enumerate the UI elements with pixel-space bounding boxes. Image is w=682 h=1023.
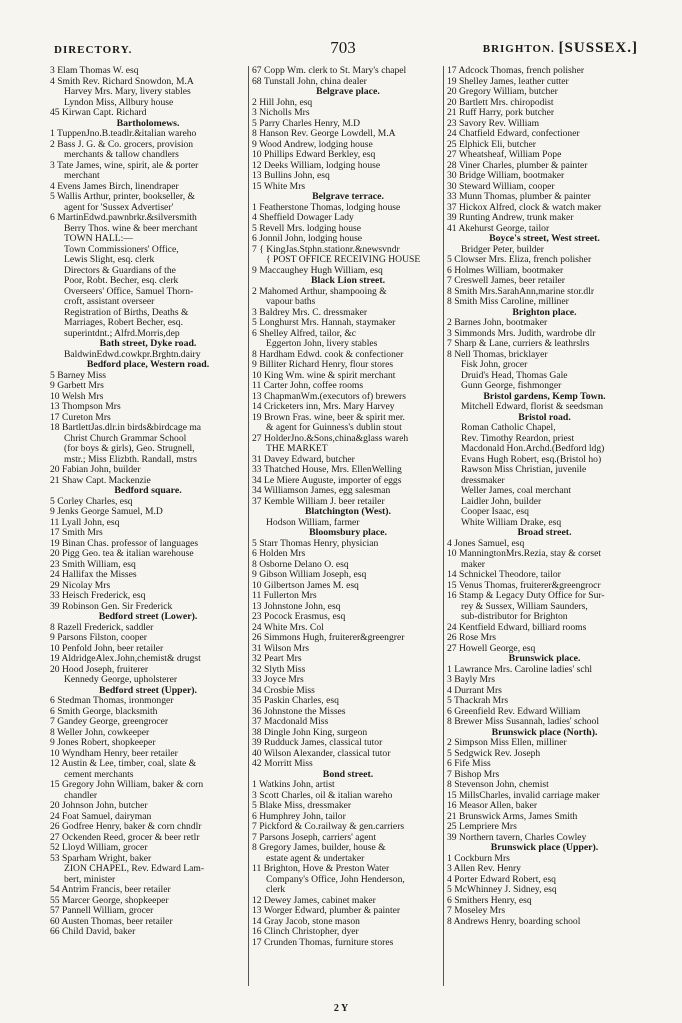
directory-entry: 11 Brighton, Hove & Preston Water [252,864,390,874]
directory-entry: 12 Austin & Lee, timber, coal, slate & [50,759,197,769]
entry-continuation: superintdnt.; Alfrd.Morris,dep [64,328,180,339]
entry-continuation: vapour baths [266,297,316,307]
directory-entry: 21 Ruff Harry, pork butcher [447,108,555,118]
directory-entry: 5 Thackrah Mrs [447,696,509,706]
column-2 [248,66,444,986]
entry-continuation: clerk [266,885,286,895]
directory-entry: 28 Viner Charles, plumber & painter [447,160,588,171]
directory-entry: 39 Northern tavern, Charles Cowley [447,832,587,843]
column-1 [50,66,246,986]
directory-entry: 68 Tunstall John, china dealer [252,76,367,87]
entry-continuation: Rev. Timothy Reardon, priest [461,433,575,444]
directory-entry: 4 Smith Rev. Richard Snowdon, M.A [50,76,194,87]
directory-entry: 9 Jenks George Samuel, M.D [50,507,163,517]
directory-entry: 5 Clowser Mrs. Eliza, french polisher [447,255,592,265]
directory-entry: 8 Razell Frederick, saddler [50,622,154,633]
directory-entry: 3 Baldrey Mrs. C. dressmaker [252,307,368,318]
directory-entry: 11 Lyall John, esq [50,517,120,528]
directory-entry: 2 Hill John, esq [252,97,313,108]
directory-entry: 1 Cockburn Mrs [447,853,510,864]
entry-continuation: Marriages, Robert Becher, esq. [64,318,183,328]
entry-continuation: bert, minister [64,874,116,885]
directory-entry: 9 Jones Robert, shopkeeper [50,738,156,748]
directory-entry: 1 Lawrance Mrs. Caroline ladies' schl [447,664,593,675]
street-heading: Bath street, Dyke road. [99,339,197,349]
directory-entry: 9 Billiter Richard Henry, flour stores [252,360,394,370]
directory-entry: 13 Johnstone John, esq [252,601,341,612]
directory-entry: 26 Rose Mrs [447,633,497,643]
directory-entry: 14 Schnickel Theodore, tailor [447,570,561,580]
directory-entry: 8 Hardham Edwd. cook & confectioner [252,349,404,360]
entry-continuation: TOWN HALL:— [64,234,133,244]
directory-entry: 21 Brunswick Arms, James Smith [447,811,578,822]
directory-entry: 19 AldridgeAlex.John,chemist& drugst [50,654,201,664]
street-heading: Bloomsbury place. [309,528,387,538]
directory-entry: 15 Venus Thomas, fruiterer&greengrocr [447,580,601,591]
directory-entry: 55 Marcer George, shopkeeper [50,895,169,906]
directory-entry: 29 Nicolay Mrs [50,580,111,591]
street-heading: Bristol gardens, Kemp Town. [483,391,606,402]
entry-continuation: croft, assistant overseer [64,297,155,307]
directory-entry: 10 Gilbertson James M. esq [252,580,359,591]
entry-continuation: Fisk John, grocer [461,360,528,370]
directory-entry: 12 Dewey James, cabinet maker [252,895,376,906]
entry-continuation: merchants & tallow chandlers [64,150,179,160]
street-heading: Bedford street (Lower). [98,612,198,622]
header-left: DIRECTORY. [54,44,133,56]
directory-entry: 31 Davey Edward, butcher [252,454,355,465]
directory-entry: 8 Hanson Rev. George Lowdell, M.A [252,129,396,139]
directory-entry: 14 Cricketers inn, Mrs. Mary Harvey [252,402,395,412]
street-heading: Bond street. [322,769,374,780]
entry-continuation: dressmaker [461,475,505,486]
directory-entry: 5 Corley Charles, esq [50,496,133,507]
entry-continuation: (for boys & girls), Geo. Strugnell, [64,444,195,454]
directory-entry: 7 Parsons Joseph, carriers' agent [252,832,377,843]
directory-entry: 11 Fullerton Mrs [252,591,317,601]
entry-continuation: White William Drake, esq [461,517,562,528]
directory-entry: 5 Barney Miss [50,370,106,381]
directory-entry: 37 Hickox Alfred, clock & watch maker [447,202,602,213]
directory-entry: 17 Adcock Thomas, french polisher [447,66,585,76]
directory-entry: 42 Morritt Miss [252,759,313,769]
street-heading: Bristol road. [518,412,571,423]
directory-entry: 7 Moseley Mrs [447,906,506,916]
directory-entry: 8 Weller John, cowkeeper [50,727,150,738]
directory-entry: 57 Pannell William, grocer [50,906,154,916]
directory-entry: 10 King Wm. wine & spirit merchant [252,370,396,381]
directory-entry: 5 Longhurst Mrs. Hannah, staymaker [252,318,396,328]
directory-entry: 4 Evens James Birch, linendraper [50,181,179,192]
directory-entry: 2 Simpson Miss Ellen, milliner [447,738,567,748]
directory-entry: 11 Carter John, coffee rooms [252,381,364,391]
directory-entry: 15 MillsCharles, invalid carriage maker [447,790,600,801]
signature-mark: 2 Y [333,1003,349,1014]
directory-entry: 3 Tate James, wine, spirit, ale & porter [50,160,199,171]
entry-continuation: Cooper Isaac, esq [461,507,529,517]
entry-continuation: Macdonald Hon.Archd.(Bedford ldg) [461,444,605,454]
entry-continuation: estate agent & undertaker [266,853,365,864]
entry-continuation: rey & Sussex, William Saunders, [461,601,588,612]
directory-entry: 66 Child David, baker [50,927,136,937]
directory-entry: 3 Allen Rev. Henry [447,864,521,874]
street-heading: Bartholomews. [116,118,180,129]
directory-entry: 52 Lloyd William, grocer [50,843,148,853]
directory-entry: 37 Macdonald Miss [252,717,329,727]
directory-entry: 45 Kirwan Capt. Richard [50,108,147,118]
directory-entry: 39 Robinson Gen. Sir Frederick [50,601,173,612]
directory-entry: 1 Featherstone Thomas, lodging house [252,202,401,213]
directory-entry: 7 Bishop Mrs [447,769,500,780]
directory-entry: 8 Osborne Delano O. esq [252,559,349,570]
directory-entry: 23 Savory Rev. William [447,118,540,129]
directory-entry: 37 Kemble William J. beer retailer [252,496,385,507]
entry-continuation: Bridger Peter, builder [461,244,545,255]
directory-entry: 6 Humphrey John, tailor [252,811,346,822]
entry-continuation: { POST OFFICE RECEIVING HOUSE [266,255,421,265]
running-header [48,38,638,60]
directory-entry: 16 Stamp & Legacy Duty Office for Sur- [447,591,605,601]
directory-entry: 6 Greenfield Rev. Edward William [447,706,581,717]
street-heading: Boyce's street, West street. [489,234,600,244]
directory-entry: 8 Gregory James, builder, house & [252,843,386,853]
directory-entry: 10 Penfold John, beer retailer [50,643,164,654]
street-heading: Bedford place, Western road. [86,360,210,370]
directory-entry: 6 Smithers Henry, esq [447,895,532,906]
street-heading: Belgrave terrace. [312,192,384,202]
directory-entry: 12 Deeks William, lodging house [252,160,381,171]
directory-entry: 1 Watkins John, artist [252,780,335,790]
directory-entry: 23 Pocock Erasmus, esq [252,612,346,622]
street-heading: Broad street. [517,528,572,538]
directory-entry: 16 Clinch Christopher, dyer [252,927,359,937]
entry-continuation: Lewis Slight, esq. clerk [64,255,155,265]
directory-entry: 2 Barnes John, bootmaker [447,318,548,328]
directory-entry: 6 Stedman Thomas, ironmonger [50,696,174,706]
header-right [483,40,638,57]
directory-entry: 7 { KingJas.Stphn.stationr.&newsvndr [252,244,400,255]
directory-entry: 33 Heisch Frederick, esq [50,591,146,601]
entry-continuation: Directors & Guardians of the [64,265,176,276]
entry-continuation: Poor, Robt. Becher, esq. clerk [64,276,179,286]
directory-entry: 20 Hood Joseph, fruiterer [50,664,149,675]
directory-entry: 25 Lempriere Mrs [447,822,517,832]
entry-continuation: sub-distributor for Brighton [461,612,568,622]
entry-continuation: Gunn George, fishmonger [461,381,562,391]
directory-entry: 9 Garbett Mrs [50,381,104,391]
directory-entry: 4 Sheffield Dowager Lady [252,213,354,223]
directory-entry: 23 Smith William, esq [50,559,136,570]
directory-entry: 36 Johnstone the Misses [252,706,346,717]
entry-continuation: Kennedy George, upholsterer [64,675,178,685]
directory-entry: 34 Crosbie Miss [252,685,315,696]
directory-entry: 2 Mahomed Arthur, shampooing & [252,286,387,297]
directory-entry: 33 Joyce Mrs [252,675,304,685]
directory-entry: 35 Paskin Charles, esq [252,696,339,706]
directory-entry: 24 Foat Samuel, dairyman [50,811,152,822]
directory-entry: 5 Starr Thomas Henry, physician [252,538,379,549]
entry-continuation: mstr.; Miss Elizbth. Randall, mstrs [64,454,197,465]
entry-continuation: Town Commissioners' Office, [64,244,179,255]
header-county: [SUSSEX.] [558,40,638,56]
directory-entry: 13 Bullins John, esq [252,171,330,181]
directory-entry: 30 Steward William, cooper [447,181,555,192]
directory-entry: 4 Porter Edward Robert, esq [447,874,556,885]
directory-entry: 5 Blake Miss, dressmaker [252,801,352,811]
entry-continuation: merchant [64,171,100,181]
directory-entry: 17 Smith Mrs [50,528,103,538]
directory-entry: 20 Johnson John, butcher [50,801,148,811]
street-heading: Blatchington (West). [305,507,391,517]
entry-continuation: Berry Thos. wine & beer merchant [64,223,198,234]
directory-entry: 3 Scott Charles, oil & italian wareho [252,790,393,801]
entry-continuation: Weller James, coal merchant [461,486,572,496]
entry-continuation: Registration of Births, Deaths & [64,307,189,318]
directory-entry: 67 Copp Wm. clerk to St. Mary's chapel [252,66,407,76]
directory-entry: 8 Brewer Miss Susannah, ladies' school [447,717,600,727]
directory-entry: 10 Phillips Edward Berkley, esq [252,150,376,160]
directory-entry: 9 Parsons Filston, cooper [50,633,148,643]
directory-entry: 8 Stevenson John, chemist [447,780,549,790]
directory-entry: 39 Rudduck James, classical tutor [252,738,383,748]
directory-entry: 6 Fife Miss [447,759,491,769]
directory-entry: 6 Jonnil John, lodging house [252,234,363,244]
entry-continuation: Rawson Miss Christian, juvenile [461,465,587,475]
entry-continuation: Lyndon Miss, Allbury house [64,97,174,108]
entry-continuation: & agent for Guinness's dublin stout [266,423,402,433]
directory-entry: 40 Wilson Alexander, classical tutor [252,748,391,759]
directory-entry: 38 Dingle John King, surgeon [252,727,368,738]
directory-entry: 20 Fabian John, builder [50,465,141,475]
directory-entry: 34 Le Miere Auguste, importer of eggs [252,475,402,486]
directory-entry: 13 Thompson Mrs [50,402,121,412]
directory-entry: 9 Maccaughey Hugh William, esq [252,265,383,276]
directory-entry: 27 Ockenden Reed, grocer & beer retlr [50,832,200,843]
directory-entry: 3 Simmonds Mrs. Judith, wardrobe dlr [447,328,596,339]
directory-entry: 27 Wheatsheaf, William Pope [447,150,562,160]
entry-continuation: THE MARKET [266,444,328,454]
directory-entry: 6 Shelley Alfred, tailor, &c [252,328,357,339]
directory-entry: 9 Wood Andrew, lodging house [252,139,373,150]
directory-entry: 13 ChapmanWm.(executors of) brewers [252,391,406,402]
directory-entry: 21 Shaw Capt. Mackenzie [50,475,151,486]
directory-entry: 7 Gandey George, greengrocer [50,717,169,727]
entry-continuation: Laidler John, builder [461,496,542,507]
directory-entry: 6 Smith George, blacksmith [50,706,158,717]
directory-entry: 20 Pigg Geo. tea & italian warehouse [50,549,194,559]
entry-continuation: chandler [64,790,98,801]
street-heading: Brunswick place (Upper). [490,843,599,853]
directory-entry: 7 Creswell James, beer retailer [447,276,566,286]
directory-entry: 25 Elphick Eli, butcher [447,139,536,150]
directory-entry: 27 HolderJno.&Sons,china&glass wareh [252,433,409,444]
directory-entry: 5 McWhinney J. Sidney, esq [447,885,557,895]
directory-entry: 41 Akehurst George, tailor [447,223,550,234]
directory-entry: 10 ManningtonMrs.Rezia, stay & corset [447,549,602,559]
directory-entry: 4 Durrant Mrs [447,685,502,696]
directory-entry: 1 TuppenJno.B.teadlr.&italian wareho [50,129,197,139]
directory-entry: 24 Chatfield Edward, confectioner [447,129,580,139]
directory-entry: 3 Nicholls Mrs [252,108,310,118]
directory-entry: 10 Welsh Mrs [50,391,104,402]
directory-entry: 19 Brown Fras. wine, beer & spirit mer. [252,412,405,423]
entry-continuation: cement merchants [64,769,134,780]
header-town: BRIGHTON. [482,43,555,55]
street-heading: Black Lion street. [310,276,386,286]
directory-entry: 18 BartlettJas.dlr.in birds&birdcage ma [50,423,202,433]
directory-entry: 34 Williamson James, egg salesman [252,486,391,496]
page-number: 703 [330,38,356,57]
entry-continuation: Hodson William, farmer [266,517,360,528]
directory-entry: 13 Worger Edward, plumber & painter [252,906,401,916]
directory-entry: 7 Sharp & Lane, curriers & leathrslrs [447,339,590,349]
entry-continuation: Overseers' Office, Samuel Thorn- [64,286,194,297]
directory-entry: 5 Sedgwick Rev. Joseph [447,748,541,759]
directory-entry: 24 Kentfield Edward, billiard rooms [447,622,587,633]
column-3 [443,66,642,986]
directory-entry: 33 Munn Thomas, plumber & painter [447,192,591,202]
directory-entry: 5 Parry Charles Henry, M.D [252,118,361,129]
directory-entry: 19 Shelley James, leather cutter [447,76,569,87]
directory-entry: 14 Gray Jacob, stone mason [252,916,360,927]
directory-entry: 15 Gregory John William, baker & corn [50,780,204,790]
directory-entry: 10 Wyndham Henry, beer retailer [50,748,178,759]
directory-entry: 20 Gregory William, butcher [447,87,558,97]
street-heading: Brunswick place. [508,654,581,664]
directory-entry: 33 Thatched House, Mrs. EllenWelling [252,465,402,475]
directory-entry: 19 Binan Chas. professor of languages [50,538,199,549]
directory-entry: 7 Pickford & Co.railway & gen.carriers [252,822,405,832]
entry-continuation: Druid's Head, Thomas Gale [461,370,568,381]
entry-continuation: Harvey Mrs. Mary, livery stables [64,87,191,97]
directory-entry: 8 Smith Miss Caroline, milliner [447,297,569,307]
directory-entry: 60 Austen Thomas, beer retailer [50,916,173,927]
street-heading: Brighton place. [512,307,577,318]
directory-entry: 17 Crunden Thomas, furniture stores [252,937,394,948]
entry-continuation: Mitchell Edward, florist & seedsman [461,402,604,412]
entry-continuation: Eggerton John, livery stables [266,339,378,349]
entry-continuation: BaldwinEdwd.cowkpr.Brghtn.dairy [64,349,201,360]
directory-entry: 8 Smith Mrs.SarahAnn,marine stor.dlr [447,286,595,297]
directory-entry: 24 Hallifax the Misses [50,570,137,580]
directory-entry: 53 Sparham Wright, baker [50,853,152,864]
directory-entry: 15 White Mrs [252,181,306,192]
directory-entry: 5 Revell Mrs. lodging house [252,223,361,234]
directory-entry: 2 Bass J. G. & Co. grocers, provision [50,139,194,150]
directory-entry: 4 Jones Samuel, esq [447,538,525,549]
directory-entry: 6 MartinEdwd.pawnbrkr.&silversmith [50,213,197,223]
directory-entry: 3 Bayly Mrs [447,675,495,685]
entry-continuation: agent for 'Sussex Advertiser' [64,202,174,213]
directory-entry: 3 Elam Thomas W. esq [50,66,139,76]
directory-entry: 26 Simmons Hugh, fruiterer&greengrer [252,633,405,643]
entry-continuation: Christ Church Grammar School [64,433,187,444]
directory-entry: 26 Godfree Henry, baker & corn chndlr [50,822,202,832]
entry-continuation: Company's Office, John Henderson, [266,874,405,885]
directory-entry: 6 Holden Mrs [252,549,306,559]
directory-entry: 32 Slyth Miss [252,664,306,675]
directory-entry: 16 Measor Allen, baker [447,801,538,811]
directory-entry: 17 Cureton Mrs [50,412,111,423]
directory-entry: 32 Peart Mrs [252,654,302,664]
entry-continuation: Evans Hugh Robert, esq.(Bristol ho) [461,454,602,465]
directory-entry: 54 Antrim Francis, beer retailer [50,885,171,895]
directory-entry: 30 Bridge William, bootmaker [447,171,565,181]
directory-entry: 27 Howell George, esq [447,643,536,654]
directory-entry: 31 Wilson Mrs [252,643,310,654]
directory-entry: 8 Andrews Henry, boarding school [447,916,581,927]
street-heading: Brunswick place (North). [491,727,598,738]
directory-entry: 20 Bartlett Mrs. chiropodist [447,97,554,108]
directory-entry: 24 White Mrs. Col [252,622,324,633]
directory-entry: 39 Runting Andrew, trunk maker [447,213,574,223]
directory-entry: 8 Nell Thomas, bricklayer [447,349,548,360]
directory-entry: 9 Gibson William Joseph, esq [252,570,367,580]
entry-continuation: Roman Catholic Chapel, [461,423,556,433]
entry-continuation: maker [461,559,485,570]
directory-entry: 5 Wallis Arthur, printer, bookseller, & [50,192,195,202]
street-heading: Belgrave place. [316,87,380,97]
entry-continuation: ZION CHAPEL, Rev. Edward Lam- [64,864,205,874]
directory-entry: 6 Holmes William, bootmaker [447,265,564,276]
street-heading: Bedford square. [114,486,182,496]
street-heading: Bedford street (Upper). [98,685,198,696]
